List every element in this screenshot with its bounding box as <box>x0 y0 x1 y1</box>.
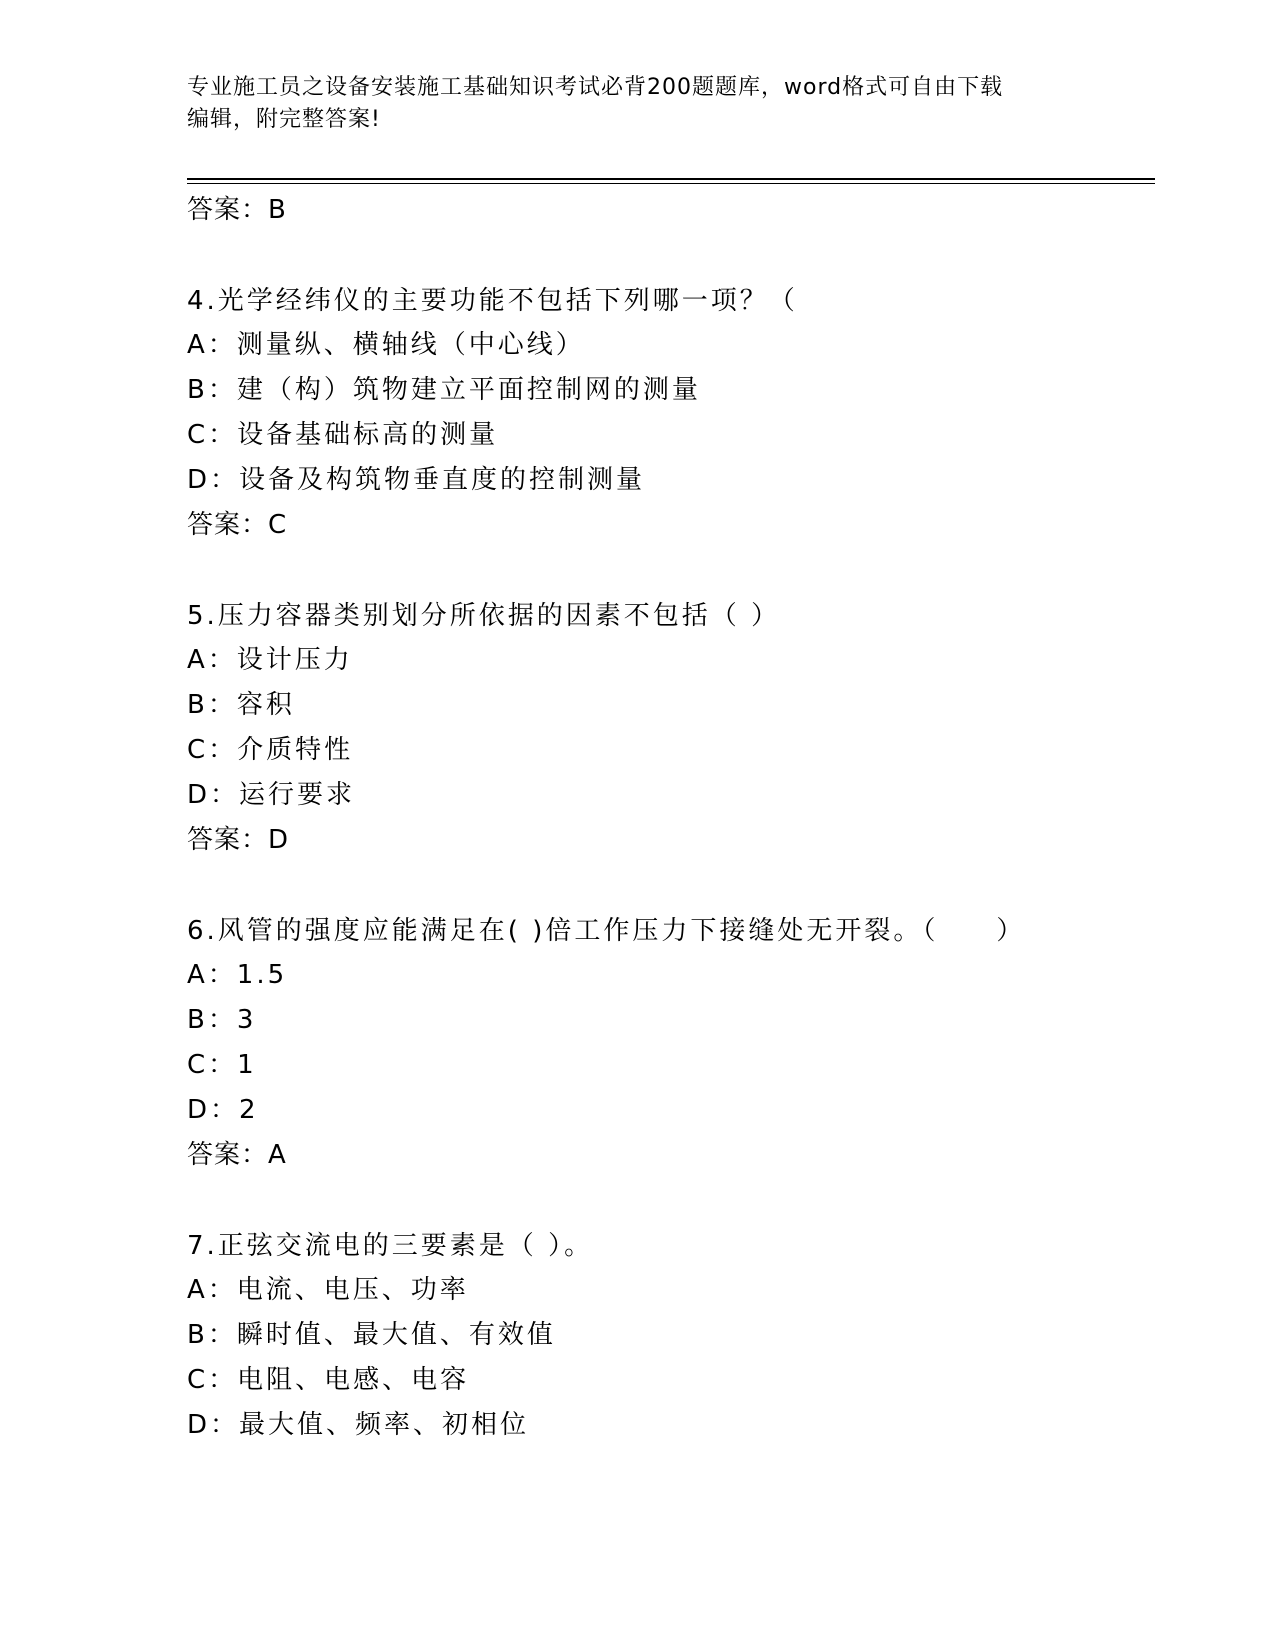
header-line-2: 编辑，附完整答案! <box>187 107 381 132</box>
option-b: B：3 <box>187 1005 257 1035</box>
option-c: C：1 <box>187 1050 257 1080</box>
question-text: 7.正弦交流电的三要素是（ ）。 <box>187 1231 594 1261</box>
answer-line: 答案：D <box>187 825 290 855</box>
spacer <box>187 1177 1147 1224</box>
option-b: B：瞬时值、最大值、有效值 <box>187 1320 556 1350</box>
question-block <box>187 279 1147 547</box>
answer-line: 答案：C <box>187 510 288 540</box>
option-c: C：设备基础标高的测量 <box>187 420 499 450</box>
question-block <box>187 1224 1147 1448</box>
question-text: 6.风管的强度应能满足在( )倍工作压力下接缝处无开裂。（ ） <box>187 916 1026 946</box>
option-d: D：运行要求 <box>187 780 356 810</box>
option-a: A：1.5 <box>187 960 288 990</box>
answer-line: 答案：A <box>187 1140 287 1170</box>
option-c: C：介质特性 <box>187 735 354 765</box>
option-d: D：最大值、频率、初相位 <box>187 1410 530 1440</box>
option-a: A：设计压力 <box>187 645 353 675</box>
question-block <box>187 909 1147 1177</box>
document-header <box>187 72 1087 136</box>
header-line-1: 专业施工员之设备安装施工基础知识考试必背200题题库，word格式可自由下载 <box>187 75 1004 100</box>
header-rule-thick <box>187 178 1155 180</box>
spacer <box>187 547 1147 594</box>
spacer <box>187 232 1147 279</box>
question-block <box>187 594 1147 862</box>
option-d: D：设备及构筑物垂直度的控制测量 <box>187 465 646 495</box>
question-list <box>187 188 1147 1448</box>
spacer <box>187 862 1147 909</box>
option-b: B：建（构）筑物建立平面控制网的测量 <box>187 375 701 405</box>
option-c: C：电阻、电感、电容 <box>187 1365 470 1395</box>
option-a: A：电流、电压、功率 <box>187 1275 469 1305</box>
option-b: B：容积 <box>187 690 295 720</box>
header-rule-thin <box>187 183 1155 184</box>
option-d: D：2 <box>187 1095 259 1125</box>
option-a: A：测量纵、横轴线（中心线） <box>187 330 585 360</box>
question-text: 5.压力容器类别划分所依据的因素不包括（ ） <box>187 601 781 631</box>
question-text: 4.光学经纬仪的主要功能不包括下列哪一项？（ <box>187 286 798 316</box>
answer-line: 答案：B <box>187 195 287 225</box>
